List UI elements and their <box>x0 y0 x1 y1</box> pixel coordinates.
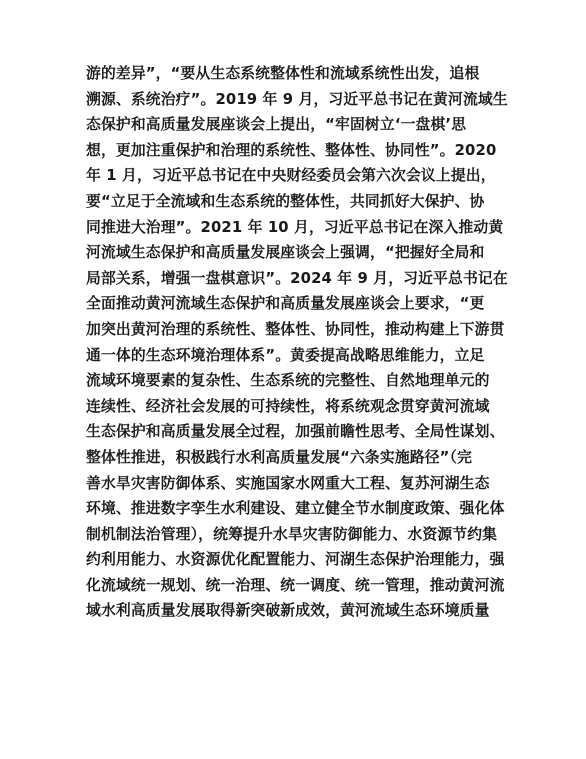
text-line: 局部关系，增强一盘棋意识”。2024 年 9 月，习近平总书记在 <box>86 269 508 287</box>
text-line: 同推进大治理”。2021 年 10 月，习近平总书记在深入推动黄 <box>86 218 504 236</box>
text-line: 生态保护和高质量发展全过程，加强前瞻性思考、全局性谋划、 <box>86 423 505 441</box>
text-line: 域水利高质量发展取得新突破新成效，黄河流域生态环境质量 <box>86 602 490 620</box>
text-line: 游的差异”，“要从生态系统整体性和流域系统性出发，追根 <box>86 65 480 82</box>
text-line: 化流域统一规划、统一治理、统一调度、统一管理，推动黄河流 <box>86 576 505 594</box>
text-line: 约利用能力、水资源优化配置能力、河湖生态保护治理能力，强 <box>86 551 505 569</box>
text-line: 想，更加注重保护和治理的系统性、整体性、协同性”。2020 <box>86 141 497 159</box>
text-line: 制机制法治管理），统筹提升水旱灾害防御能力、水资源节约集 <box>86 525 498 543</box>
text-line: 态保护和高质量发展座谈会上提出，“牢固树立‘一盘棋’思 <box>86 116 467 134</box>
text-line: 溯源、系统治疗”。2019 年 9 月，习近平总书记在黄河流域生 <box>86 90 508 108</box>
text-line: 全面推动黄河流域生态保护和高质量发展座谈会上要求，“更 <box>86 295 485 313</box>
text-line: 环境、推进数字孪生水利建设、建立健全节水制度政策、强化体 <box>86 500 505 518</box>
text-line: 年 1 月，习近平总书记在中央财经委员会第六次会议上提出， <box>86 167 496 185</box>
text-line: 要“立足于全流域和生态系统的整体性，共同抓好大保护、协 <box>86 192 485 210</box>
text-line: 流域环境要素的复杂性、生态系统的完整性、自然地理单元的 <box>86 372 490 390</box>
text-line: 善水旱灾害防御体系、实施国家水网重大工程、复苏河湖生态 <box>86 474 490 492</box>
text-line: 通一体的生态环境治理体系”。黄委提高战略思维能力，立足 <box>86 346 485 364</box>
text-line: 加突出黄河治理的系统性、整体性、协同性，推动构建上下游贯 <box>86 320 505 338</box>
text-line: 连续性、经济社会发展的可持续性，将系统观念贯穿黄河流域 <box>86 397 490 415</box>
text-line: 整体性推进，积极践行水利高质量发展“六条实施路径”（完 <box>86 448 473 466</box>
body-paragraph <box>86 61 506 624</box>
text-line: 河流域生态保护和高质量发展座谈会上强调，“把握好全局和 <box>86 244 485 262</box>
